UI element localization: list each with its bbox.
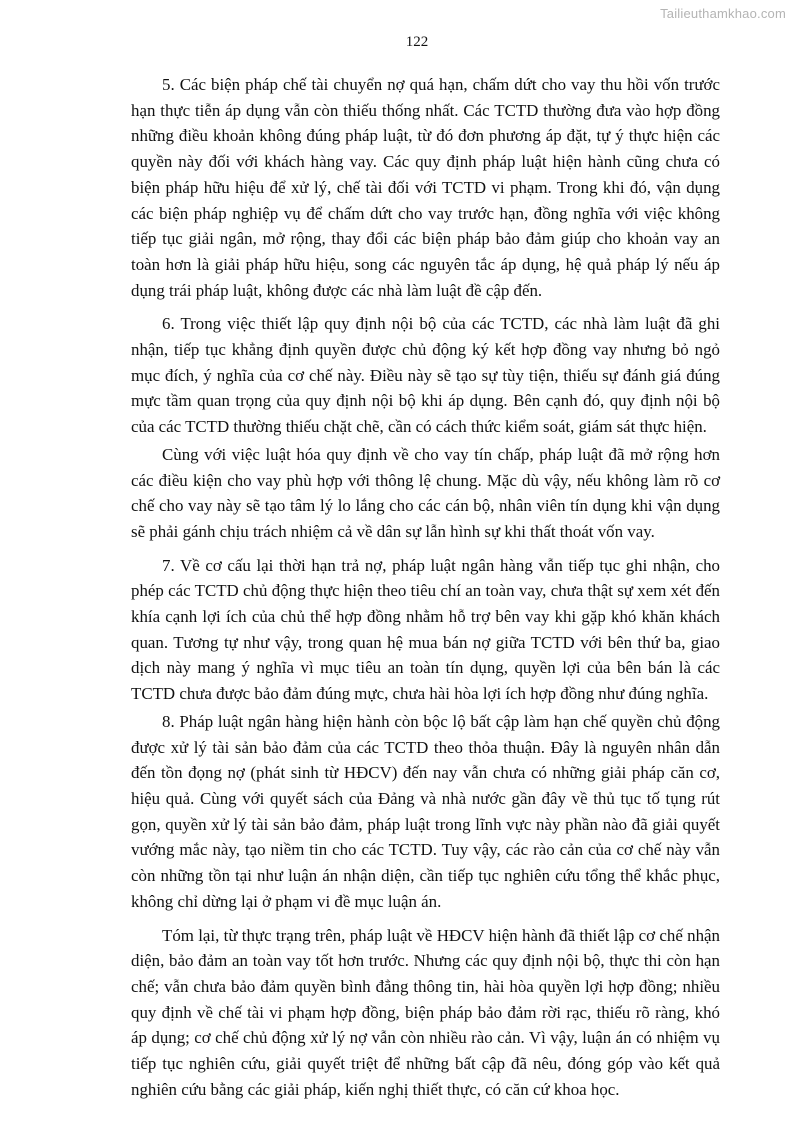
paragraph-summary: Tóm lại, từ thực trạng trên, pháp luật về HĐCV hiện hành đã thiết lập cơ chế nhận diện, bảo đảm an toàn vay tốt hơn trước. Nhưng các quy định nội bộ, thực thi còn hạn chế; vẫn chưa bảo đảm quyền bình đẳng thông tin, hài hòa quyền lợi hợp đồng; nhiều quy định về chế tài vi phạm hợp đồng, biện pháp bảo đảm rời rạc, thiếu rõ ràng, khó áp dụng; cơ chế chủ động xử lý nợ vẫn còn nhiều rào cản. Vì vậy, luận án có nhiệm vụ tiếp tục nghiên cứu, giải quyết triệt để những bất cập đã nêu, đóng góp vào kết quả nghiên cứu bằng các giải pháp, kiến nghị thiết thực, có căn cứ khoa học. xyxy=(131,925,720,1099)
page-number: 122 xyxy=(405,34,429,50)
watermark: Tailieuthamkhao.com xyxy=(660,6,786,21)
paragraph-credit-lending: Cùng với việc luật hóa quy định về cho vay tín chấp, pháp luật đã mở rộng hơn các điều kiện cho vay phù hợp với thông lệ chung. Mặc dù vậy, nếu không làm rõ cơ chế cho vay này sẽ tạo tâm lý lo lắng cho các cán bộ, nhân viên tín dụng khi vận dụng sẽ phải gánh chịu trách nhiệm cả về dân sự lẫn hình sự khi thất thoát vốn vay. xyxy=(131,444,720,541)
paragraph-8: 8. Pháp luật ngân hàng hiện hành còn bộc lộ bất cập làm hạn chế quyền chủ động được xử lý tài sản bảo đảm của các TCTD theo thỏa thuận. Đây là nguyên nhân dẫn đến tồn đọng nợ (phát sinh từ HĐCV) đến nay vẫn chưa có những giải pháp căn cơ, hiệu quả. Cùng với quyết sách của Đảng và nhà nước gần đây về thủ tục tố tụng rút gọn, quyền xử lý tài sản bảo đảm, pháp luật trong lĩnh vực này phần nào đã giải quyết vướng mắc này, tạo niềm tin cho các TCTD. Tuy vậy, các rào cản của cơ chế này vẫn còn những tồn tại như luận án nhận diện, cần tiếp tục nghiên cứu tổng thể khắc phục, không chỉ dừng lại ở phạm vi đề mục luận án. xyxy=(131,711,720,911)
paragraph-7: 7. Về cơ cấu lại thời hạn trả nợ, pháp luật ngân hàng vẫn tiếp tục ghi nhận, cho phép các TCTD chủ động thực hiện theo tiêu chí an toàn vay, chưa thật sự xem xét đến khía cạnh lợi ích của chủ thể hợp đồng nhằm hỗ trợ bên vay khi gặp khó khăn khách quan. Tương tự như vậy, trong quan hệ mua bán nợ giữa TCTD với bên thứ ba, giao dịch này mang ý nghĩa vì mục tiêu an toàn tín dụng, quyền lợi của bên bán là các TCTD chưa được bảo đảm đúng mực, chưa hài hòa lợi ích hợp đồng như đúng nghĩa. xyxy=(131,555,720,704)
paragraph-5: 5. Các biện pháp chế tài chuyển nợ quá hạn, chấm dứt cho vay thu hồi vốn trước hạn thực tiễn áp dụng vẫn còn thiếu thống nhất. Các TCTD thường đưa vào hợp đồng những điều khoản không đúng pháp luật, từ đó đơn phương áp đặt, tự ý thực hiện các quyền này đối với khách hàng vay. Các quy định pháp luật hiện hành cũng chưa có biện pháp hữu hiệu để xử lý, chế tài đối với TCTD vi phạm. Trong khi đó, vận dụng các biện pháp nghiệp vụ để chấm dứt cho vay trước hạn, đồng nghĩa với việc không tiếp tục giải ngân, mở rộng, thay đổi các biện pháp bảo đảm giúp cho khoản vay an toàn hơn là giải pháp hữu hiệu, song các nguyên tắc áp dụng, hệ quả pháp lý nếu áp dụng trái pháp luật, không được các nhà làm luật đề cập đến. xyxy=(131,75,720,300)
document-body xyxy=(131,72,720,1102)
paragraph-6: 6. Trong việc thiết lập quy định nội bộ của các TCTD, các nhà làm luật đã ghi nhận, tiếp tục khẳng định quyền được chủ động ký kết hợp đồng vay nhưng bỏ ngỏ mục đích, ý nghĩa của cơ chế này. Điều này sẽ tạo sự tùy tiện, thiếu sự đánh giá đúng mực tầm quan trọng của quy định nội bộ khi áp dụng. Bên cạnh đó, quy định nội bộ của các TCTD thường thiếu chặt chẽ, cần có cách thức kiểm soát, giám sát thực hiện. xyxy=(131,314,720,437)
